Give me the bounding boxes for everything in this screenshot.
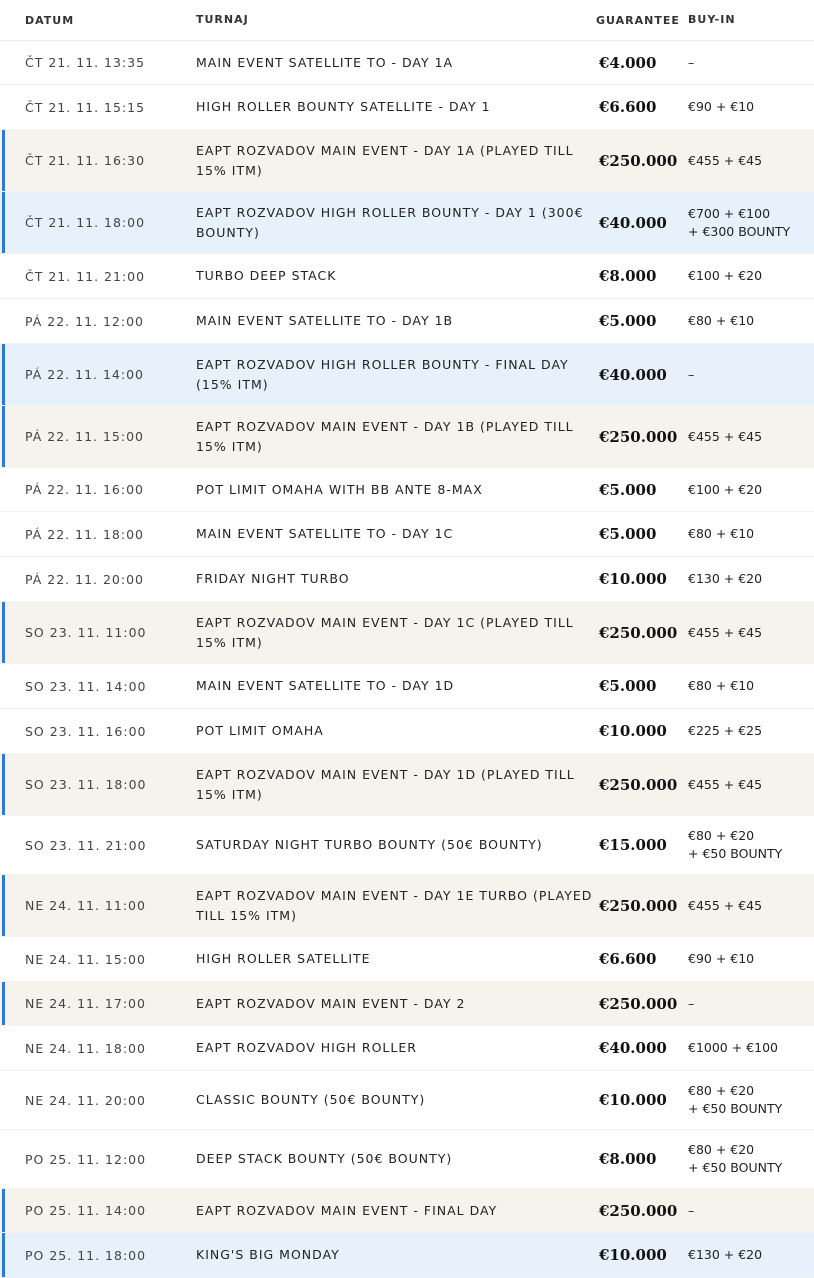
row-buyin <box>688 950 814 968</box>
row-date: PÁ 22. 11. 12:00 <box>25 313 144 329</box>
row-date: PÁ 22. 11. 18:00 <box>25 526 144 542</box>
row-guarantee: €5.000 <box>599 677 657 695</box>
row-tournament: EAPT ROZVADOV MAIN EVENT - DAY 1B (PLAYED TILL 15% ITM) <box>196 418 574 454</box>
row-tournament: HIGH ROLLER BOUNTY SATELLITE - DAY 1 <box>196 99 491 114</box>
row-buyin <box>688 1141 814 1177</box>
row-tournament: FRIDAY NIGHT TURBO <box>196 571 350 586</box>
buyin-main: €90 + €10 <box>688 951 755 966</box>
row-guarantee: €250.000 <box>599 994 678 1013</box>
row-date: PO 25. 11. 18:00 <box>25 1247 147 1263</box>
table-row[interactable] <box>0 468 814 512</box>
row-buyin <box>688 570 814 588</box>
row-buyin <box>688 481 814 499</box>
buyin-main: €80 + €20 <box>688 828 755 843</box>
table-row[interactable] <box>0 1071 814 1130</box>
header-tournament: TURNAJ <box>196 13 249 26</box>
buyin-main: €455 + €45 <box>688 152 763 168</box>
row-tournament: EAPT ROZVADOV MAIN EVENT - DAY 1C (PLAYED TILL 15% ITM) <box>196 614 574 650</box>
table-row[interactable] <box>0 937 814 982</box>
row-guarantee: €250.000 <box>599 151 678 170</box>
row-buyin <box>688 205 814 241</box>
row-date: ČT 21. 11. 18:00 <box>25 215 146 230</box>
row-date: SO 23. 11. 16:00 <box>25 723 147 739</box>
table-row[interactable] <box>0 602 814 664</box>
row-buyin <box>688 897 814 915</box>
row-guarantee: €40.000 <box>599 1039 667 1057</box>
table-row[interactable] <box>0 512 814 557</box>
row-buyin <box>688 1082 814 1118</box>
header-date: DATUM <box>25 13 75 27</box>
buyin-main: – <box>688 995 695 1011</box>
table-row[interactable] <box>0 406 814 468</box>
row-buyin <box>688 827 814 863</box>
table-row[interactable] <box>0 254 814 299</box>
table-row[interactable] <box>0 557 814 602</box>
buyin-main: €700 + €100 <box>688 205 771 221</box>
row-tournament: EAPT ROZVADOV MAIN EVENT - FINAL DAY <box>196 1202 498 1218</box>
table-row[interactable] <box>0 130 814 192</box>
row-tournament: CLASSIC BOUNTY (50€ BOUNTY) <box>196 1092 426 1107</box>
table-row[interactable] <box>0 299 814 344</box>
row-buyin <box>688 267 814 285</box>
row-buyin <box>688 995 814 1013</box>
table-row[interactable] <box>0 816 814 875</box>
row-date: SO 23. 11. 18:00 <box>25 777 147 792</box>
row-tournament: POT LIMIT OMAHA <box>196 723 324 738</box>
buyin-extra: + €50 BOUNTY <box>688 1101 783 1116</box>
row-guarantee: €10.000 <box>599 1246 667 1264</box>
row-tournament: EAPT ROZVADOV MAIN EVENT - DAY 1A (PLAYED TILL 15% ITM) <box>196 142 574 178</box>
row-tournament: EAPT ROZVADOV HIGH ROLLER BOUNTY - DAY 1 (300€ BOUNTY) <box>196 204 584 240</box>
row-buyin <box>688 366 814 384</box>
row-tournament: EAPT ROZVADOV HIGH ROLLER <box>196 1040 417 1055</box>
buyin-main: €1000 + €100 <box>688 1040 778 1055</box>
table-row[interactable] <box>0 1189 814 1233</box>
buyin-main: €80 + €10 <box>688 313 755 328</box>
row-tournament: KING'S BIG MONDAY <box>196 1247 340 1262</box>
table-row[interactable] <box>0 1233 814 1278</box>
row-date: NE 24. 11. 15:00 <box>25 951 146 967</box>
buyin-main: – <box>688 1202 695 1218</box>
row-tournament: EAPT ROZVADOV HIGH ROLLER BOUNTY - FINAL DAY (15% ITM) <box>196 356 569 392</box>
row-tournament: MAIN EVENT SATELLITE TO - DAY 1B <box>196 313 454 328</box>
row-guarantee: €8.000 <box>599 267 657 285</box>
row-date: SO 23. 11. 21:00 <box>25 837 147 853</box>
row-buyin <box>688 98 814 116</box>
row-tournament: EAPT ROZVADOV MAIN EVENT - DAY 1D (PLAYED TILL 15% ITM) <box>196 766 575 802</box>
row-tournament: MAIN EVENT SATELLITE TO - DAY 1C <box>196 526 454 541</box>
table-row[interactable] <box>0 982 814 1026</box>
row-guarantee: €250.000 <box>599 427 678 446</box>
row-guarantee: €10.000 <box>599 722 667 740</box>
row-guarantee: €250.000 <box>599 623 678 642</box>
buyin-main: €225 + €25 <box>688 723 763 738</box>
row-date: ČT 21. 11. 13:35 <box>25 55 146 70</box>
row-date: ČT 21. 11. 16:30 <box>25 153 146 168</box>
row-buyin <box>688 776 814 794</box>
row-date: PO 25. 11. 14:00 <box>25 1203 147 1218</box>
table-row[interactable] <box>0 1026 814 1071</box>
row-date: PÁ 22. 11. 16:00 <box>25 482 144 497</box>
buyin-main: – <box>688 54 695 70</box>
row-buyin <box>688 677 814 695</box>
table-row[interactable] <box>0 192 814 254</box>
table-row[interactable] <box>0 709 814 754</box>
row-date: SO 23. 11. 11:00 <box>25 625 147 640</box>
row-buyin <box>688 624 814 642</box>
buyin-main: €130 + €20 <box>688 1247 763 1262</box>
row-buyin <box>688 54 814 72</box>
table-row[interactable] <box>0 85 814 130</box>
buyin-main: €455 + €45 <box>688 428 763 444</box>
buyin-extra: + €300 BOUNTY <box>688 223 791 239</box>
row-tournament: EAPT ROZVADOV MAIN EVENT - DAY 2 <box>196 995 466 1011</box>
row-date: SO 23. 11. 14:00 <box>25 678 147 694</box>
row-buyin <box>688 1039 814 1057</box>
row-guarantee: €250.000 <box>599 1201 678 1220</box>
row-guarantee: €5.000 <box>599 480 657 499</box>
table-row[interactable] <box>0 41 814 85</box>
row-tournament: DEEP STACK BOUNTY (50€ BOUNTY) <box>196 1151 453 1166</box>
row-buyin <box>688 1246 814 1264</box>
row-date: NE 24. 11. 20:00 <box>25 1092 146 1108</box>
row-guarantee: €250.000 <box>599 896 678 915</box>
row-guarantee: €10.000 <box>599 570 667 588</box>
row-guarantee: €40.000 <box>599 365 667 384</box>
buyin-extra: + €50 BOUNTY <box>688 1160 783 1175</box>
buyin-main: – <box>688 366 695 382</box>
buyin-main: €100 + €20 <box>688 268 763 283</box>
buyin-main: €80 + €20 <box>688 1083 755 1098</box>
row-buyin <box>688 1202 814 1220</box>
header-guarantee: GUARANTEE <box>596 13 680 27</box>
row-tournament: MAIN EVENT SATELLITE TO - DAY 1A <box>196 54 454 70</box>
row-guarantee: €10.000 <box>599 1091 667 1109</box>
row-date: NE 24. 11. 17:00 <box>25 996 146 1011</box>
buyin-extra: + €50 BOUNTY <box>688 846 783 861</box>
row-date: NE 24. 11. 18:00 <box>25 1040 146 1056</box>
row-guarantee: €6.600 <box>599 98 657 116</box>
row-tournament: SATURDAY NIGHT TURBO BOUNTY (50€ BOUNTY) <box>196 837 543 852</box>
row-tournament: TURBO DEEP STACK <box>196 268 337 283</box>
row-date: PÁ 22. 11. 14:00 <box>25 367 144 382</box>
row-date: NE 24. 11. 11:00 <box>25 898 146 913</box>
row-tournament: EAPT ROZVADOV MAIN EVENT - DAY 1E TURBO (PLAYED TILL 15% ITM) <box>196 887 593 923</box>
row-guarantee: €5.000 <box>599 525 657 543</box>
table-row[interactable] <box>0 344 814 406</box>
row-tournament: MAIN EVENT SATELLITE TO - DAY 1D <box>196 678 455 693</box>
row-date: PÁ 22. 11. 20:00 <box>25 571 144 587</box>
row-buyin <box>688 428 814 446</box>
row-guarantee: €5.000 <box>599 312 657 330</box>
row-date: ČT 21. 11. 21:00 <box>25 268 146 284</box>
row-guarantee: €8.000 <box>599 1150 657 1168</box>
row-buyin <box>688 152 814 170</box>
buyin-main: €80 + €20 <box>688 1142 755 1157</box>
row-date: PO 25. 11. 12:00 <box>25 1151 147 1167</box>
header-buyin: BUY-IN <box>688 13 736 26</box>
buyin-main: €90 + €10 <box>688 99 755 114</box>
table-row[interactable] <box>0 664 814 709</box>
table-header <box>0 0 814 41</box>
row-date: PÁ 22. 11. 15:00 <box>25 429 144 444</box>
row-buyin <box>688 722 814 740</box>
table-row[interactable] <box>0 754 814 816</box>
row-buyin <box>688 525 814 543</box>
row-date: ČT 21. 11. 15:15 <box>25 99 146 115</box>
row-tournament: POT LIMIT OMAHA WITH BB ANTE 8-MAX <box>196 481 483 497</box>
row-guarantee: €4.000 <box>599 53 657 72</box>
table-row[interactable] <box>0 875 814 937</box>
buyin-main: €100 + €20 <box>688 481 763 497</box>
buyin-main: €80 + €10 <box>688 526 755 541</box>
row-guarantee: €40.000 <box>599 213 667 232</box>
table-row[interactable] <box>0 1130 814 1189</box>
buyin-main: €455 + €45 <box>688 897 763 913</box>
row-tournament: HIGH ROLLER SATELLITE <box>196 951 371 966</box>
buyin-main: €80 + €10 <box>688 678 755 693</box>
buyin-main: €130 + €20 <box>688 571 763 586</box>
row-guarantee: €250.000 <box>599 775 678 794</box>
row-guarantee: €15.000 <box>599 836 667 854</box>
row-guarantee: €6.600 <box>599 950 657 968</box>
row-buyin <box>688 312 814 330</box>
buyin-main: €455 + €45 <box>688 776 763 792</box>
buyin-main: €455 + €45 <box>688 624 763 640</box>
